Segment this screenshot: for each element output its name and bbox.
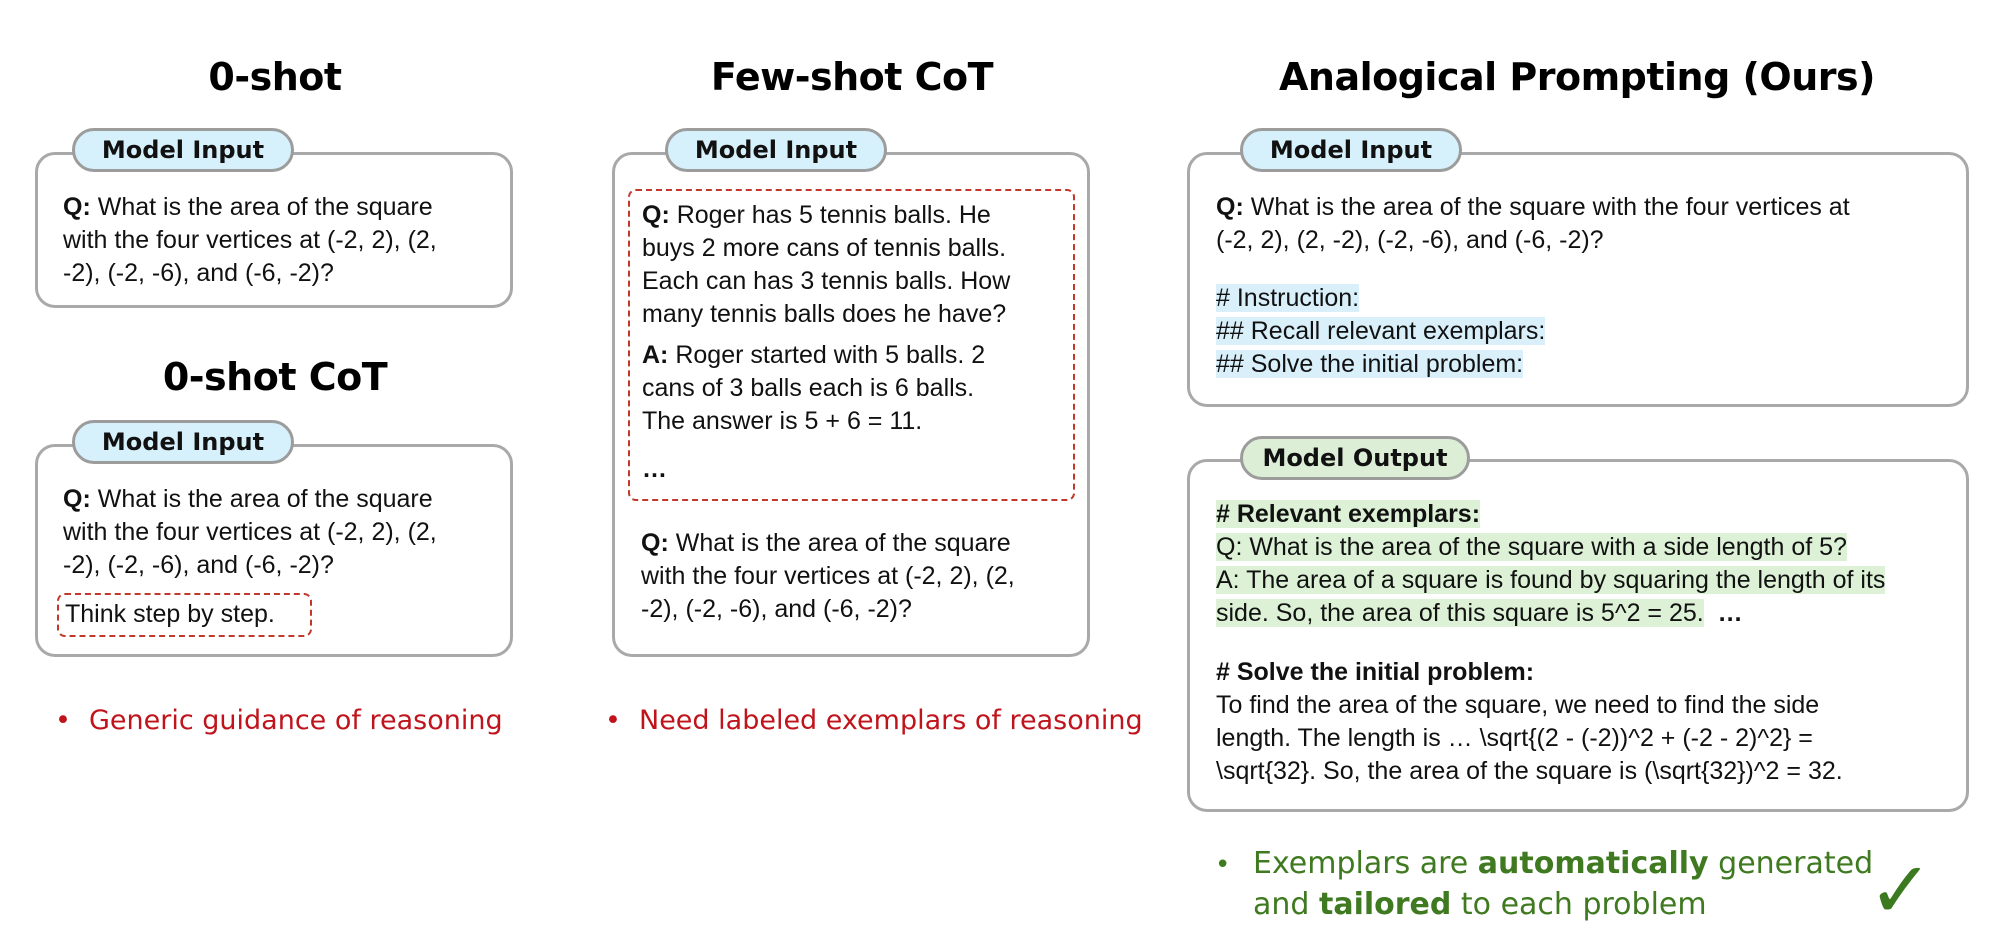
- zero-shot-cot-limitation: • Generic guidance of reasoning: [55, 705, 503, 736]
- analogical-input-box: [1187, 152, 1969, 407]
- few-shot-cot-input-box: [612, 152, 1090, 657]
- analogical-output-box: [1187, 459, 1969, 812]
- few-shot-question: Q: What is the area of the square with the four vertices at (-2, 2), (2, -2), (-2, -6), and (-6, -2)?: [641, 529, 1015, 623]
- step-by-step-trigger-box: [57, 593, 312, 637]
- title-few-shot-cot: Few-shot CoT: [710, 55, 994, 99]
- zero-shot-cot-input-box: [35, 444, 513, 657]
- solve-initial-problem: # Solve the initial problem: To find the area of the square, we need to find the side length. The length is … \sqrt{(2 - (-2))^2 + (-2 - 2)^2} = \sqrt{32}. So, the area of the square is (\sqrt{32})^2 = 32.: [1216, 658, 1843, 785]
- zero-shot-model-input-label: Model Input: [72, 128, 294, 172]
- few-shot-cot-model-input-label: Model Input: [665, 128, 887, 172]
- analogical-question: Q: What is the area of the square with the four vertices at (-2, 2), (2, -2), (-2, -6), and (-6, -2)?: [1216, 193, 1850, 254]
- zero-shot-question: Q: What is the area of the square with the four vertices at (-2, 2), (2, -2), (-2, -6), and (-6, -2)?: [63, 193, 437, 287]
- analogical-advantage-note: • Exemplars are automatically generated and tailored to each problem: [1215, 846, 1874, 922]
- exemplar-answer: A: Roger started with 5 balls. 2 cans of 3 balls each is 6 balls. The answer is 5 + 6 = 11.: [642, 341, 986, 435]
- relevant-exemplars: # Relevant exemplars: Q: What is the area of the square with a side length of 5? A: The area of a square is found by squaring the length of its side. So, the area of this square is 5^2 = 25. …: [1216, 500, 1886, 627]
- zero-shot-cot-question: Q: What is the area of the square with the four vertices at (-2, 2), (2, -2), (-2, -6), and (-6, -2)?: [63, 485, 437, 579]
- analogical-model-output-label: Model Output: [1240, 436, 1470, 480]
- analogical-model-input-label: Model Input: [1240, 128, 1462, 172]
- title-analogical-prompting: Analogical Prompting (Ours): [1278, 55, 1875, 99]
- zero-shot-input-box: [35, 152, 513, 308]
- title-zero-shot-cot: 0-shot CoT: [162, 355, 388, 399]
- few-shot-exemplar-box: [628, 189, 1075, 501]
- title-zero-shot: 0-shot: [208, 55, 342, 99]
- zero-shot-cot-model-input-label: Model Input: [72, 420, 294, 464]
- checkmark-icon: ✓: [1868, 846, 1934, 936]
- exemplar-question: Q: Roger has 5 tennis balls. He buys 2 more cans of tennis balls. Each can has 3 tennis balls. How many tennis balls does he have?: [642, 201, 1011, 328]
- step-by-step-trigger-text: Think step by step.: [65, 600, 275, 628]
- few-shot-cot-limitation: • Need labeled exemplars of reasoning: [605, 705, 1143, 736]
- analogical-instruction: # Instruction: ## Recall relevant exemplars: ## Solve the initial problem:: [1216, 284, 1546, 378]
- exemplar-ellipsis: …: [642, 455, 667, 483]
